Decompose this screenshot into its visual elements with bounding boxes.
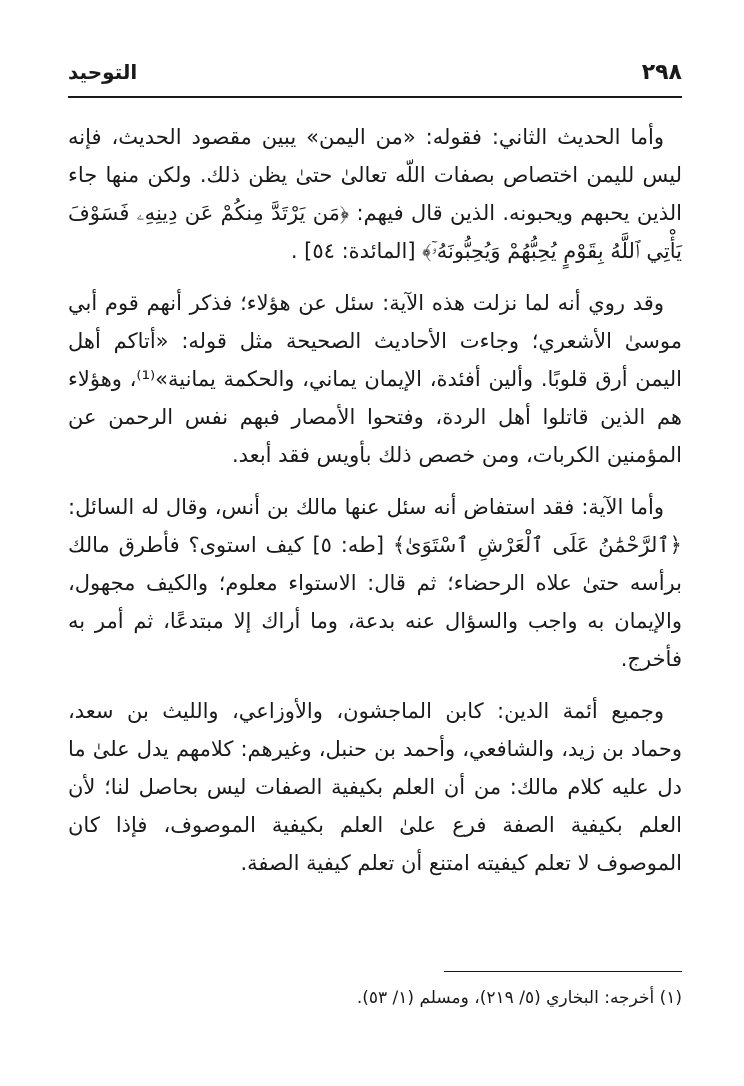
paragraph: وأما الآية: فقد استفاض أنه سئل عنها مالك بن أنس، وقال له السائل: ﴿ٱلرَّحْمَٰنُ عَلَى ٱلْعَرْشِ ٱسْتَوَىٰ﴾ [طه: ٥] كيف استوى؟ فأطرق مالك برأسه حتىٰ علاه الرحضاء؛ ثم قال: الاستواء معلوم؛ والكيف مجهول، والإيمان به واجب والسؤال عنه بدعة، وما أراك إلا مبتدعًا، ثم أمر به فأخرج. — [68, 495, 682, 671]
paragraph: وجميع أئمة الدين: كابن الماجشون، والأوزاعي، والليث بن سعد، وحماد بن زيد، والشافعي، وأحمد بن حنبل، وغيرهم: كلامهم يدل علىٰ ما دل عليه كلام مالك: من أن العلم بكيفية الصفات ليس بحاصل لنا؛ لأن العلم بكيفية الصفة فرع علىٰ العلم بكيفية الموصوف، فإذا كان الموصوف لا تعلم كيفيته امتنع أن تعلم كيفية الصفة. — [68, 699, 682, 875]
body-text — [68, 118, 682, 896]
page-number: ٢٩٨ — [641, 60, 682, 85]
running-title: التوحيد — [68, 60, 138, 84]
paragraph: وقد روي أنه لما نزلت هذه الآية: سئل عن هؤلاء؛ فذكر أنهم قوم أبي موسىٰ الأشعري؛ وجاءت الأحاديث الصحيحة مثل قوله: «أتاكم أهل اليمن أرق قلوبًا. وألين أفئدة، الإيمان يماني، والحكمة يمانية»⁽¹⁾، وهؤلاء هم الذين قاتلوا أهل الردة، وفتحوا الأمصار فبهم نفس الرحمن عن المؤمنين الكربات، ومن خصص ذلك بأويس فقد أبعد. — [68, 291, 682, 467]
page-header — [68, 56, 682, 98]
paragraph: وأما الحديث الثاني: فقوله: «من اليمن» يبين مقصود الحديث، فإنه ليس لليمن اختصاص بصفات اللّه تعالىٰ حتىٰ يظن ذلك. ولكن منها جاء الذين يحبهم ويحبونه. الذين قال فيهم: ﴿مَن يَرْتَدَّ مِنكُمْ عَن دِينِهِۦ فَسَوْفَ يَأْتِي ٱللَّهُ بِقَوْمٍ يُحِبُّهُمْ وَيُحِبُّونَهُۥٓ﴾ [المائدة: ٥٤] . — [68, 125, 682, 263]
footnote: (١) أخرجه: البخاري (٥/ ٢١٩)، ومسلم (١/ ٥٣). — [356, 988, 682, 1008]
footnote-divider — [444, 971, 682, 972]
